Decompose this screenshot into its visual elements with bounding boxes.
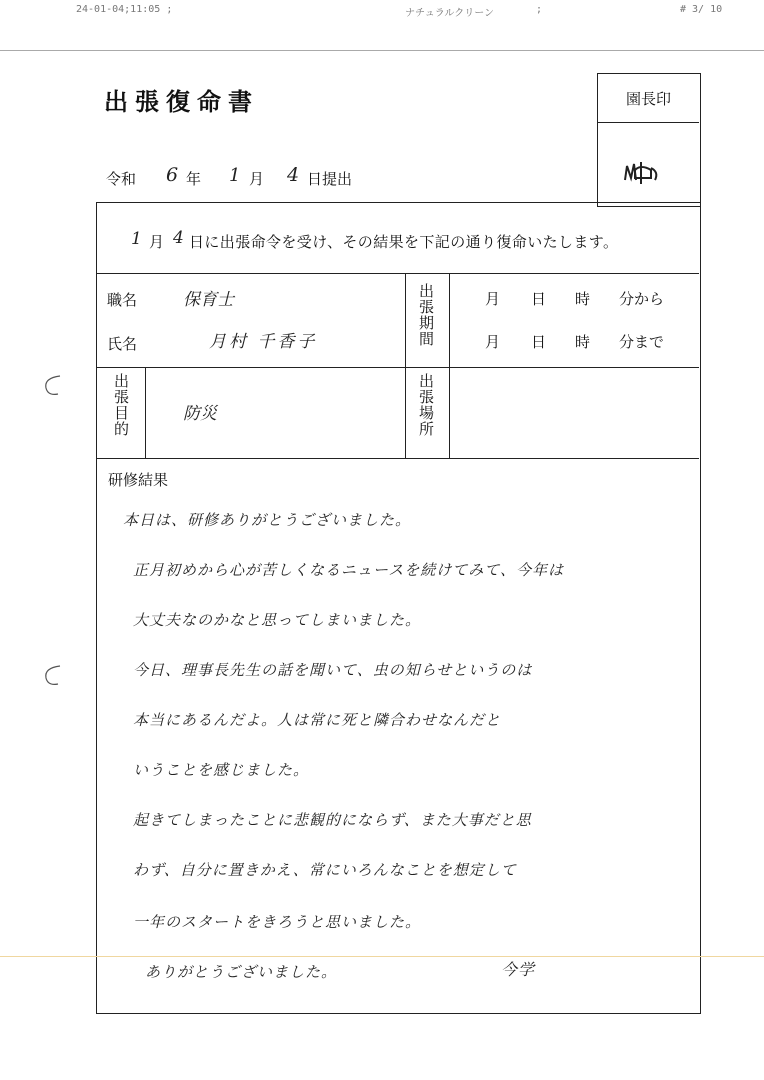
order-month: 1 <box>131 229 142 249</box>
period-from-month: 月 <box>485 290 501 308</box>
principal-seal-label: 園長印 <box>625 90 671 108</box>
purpose-label: 出張目的 <box>112 373 130 437</box>
order-month-unit: 月 <box>149 233 165 251</box>
principal-seal-box <box>597 73 701 207</box>
order-sentence: 日に出張命令を受け、その結果を下記の通り復命いたします。 <box>189 233 619 251</box>
period-to-day: 日 <box>531 333 547 351</box>
results-label: 研修結果 <box>108 471 169 489</box>
results-line: 本日は、研修ありがとうございました。 <box>123 511 412 529</box>
results-line: 正月初めから心が苦しくなるニュースを続けてみて、今年は <box>133 561 564 579</box>
period-from-minute: 分から <box>619 290 665 308</box>
seal-box-divider <box>598 122 699 123</box>
submit-era: 令和 <box>106 170 137 188</box>
submit-day: 4 <box>287 164 300 186</box>
submit-month-unit: 月 <box>249 170 265 188</box>
period-to-hour: 時 <box>575 333 591 351</box>
submit-year: 6 <box>166 164 179 186</box>
submit-day-suffix: 日提出 <box>307 170 353 188</box>
submit-year-unit: 年 <box>186 170 202 188</box>
fax-separator: ; <box>536 4 543 15</box>
name-label: 氏名 <box>107 335 138 353</box>
punch-hole-mark-icon <box>40 662 64 690</box>
purpose-label-divider <box>145 367 146 458</box>
submit-month: 1 <box>229 165 241 186</box>
results-line: ありがとうございました。 <box>145 963 338 981</box>
period-label-divider <box>449 273 450 458</box>
punch-hole-mark-icon <box>40 372 64 400</box>
results-line: いうことを感じました。 <box>133 761 310 779</box>
info-row-divider <box>97 367 699 368</box>
place-label: 出張場所 <box>417 373 435 437</box>
fax-sender: ナチュラルクリーン <box>405 8 494 19</box>
scan-edge-line <box>0 956 764 957</box>
order-day: 4 <box>173 228 184 248</box>
position-label: 職名 <box>107 291 138 309</box>
info-center-divider <box>405 273 406 458</box>
results-line: 一年のスタートをきろうと思いました。 <box>133 913 422 931</box>
signature: 今学 <box>501 960 536 979</box>
results-line: 今日、理事長先生の話を聞いて、虫の知らせというのは <box>133 661 533 679</box>
fax-timestamp: 24-01-04;11:05 ; <box>76 4 173 15</box>
results-line: 起きてしまったことに悲観的にならず、また大事だと思 <box>133 811 532 829</box>
position-value: 保育士 <box>183 290 234 310</box>
results-line: わず、自分に置きかえ、常にいろんなことを想定して <box>133 861 517 879</box>
name-value: 月村 千香子 <box>209 332 318 352</box>
report-form <box>96 202 701 1014</box>
page-top-divider <box>0 50 764 51</box>
results-line: 本当にあるんだよ。人は常に死と隣合わせなんだと <box>133 711 502 729</box>
period-label: 出張期間 <box>417 283 435 347</box>
results-line: 大丈夫なのかなと思ってしまいました。 <box>133 611 422 629</box>
order-row-divider <box>97 273 699 274</box>
period-to-minute: 分まで <box>619 333 665 351</box>
period-from-day: 日 <box>531 290 547 308</box>
document-title: 出張復命書 <box>104 88 259 116</box>
purpose-row-divider <box>97 458 699 459</box>
period-from-hour: 時 <box>575 290 591 308</box>
seal-stamp-icon <box>621 158 661 186</box>
purpose-value: 防災 <box>183 404 217 424</box>
period-to-month: 月 <box>485 333 501 351</box>
fax-page-number: # 3/ 10 <box>680 4 723 15</box>
